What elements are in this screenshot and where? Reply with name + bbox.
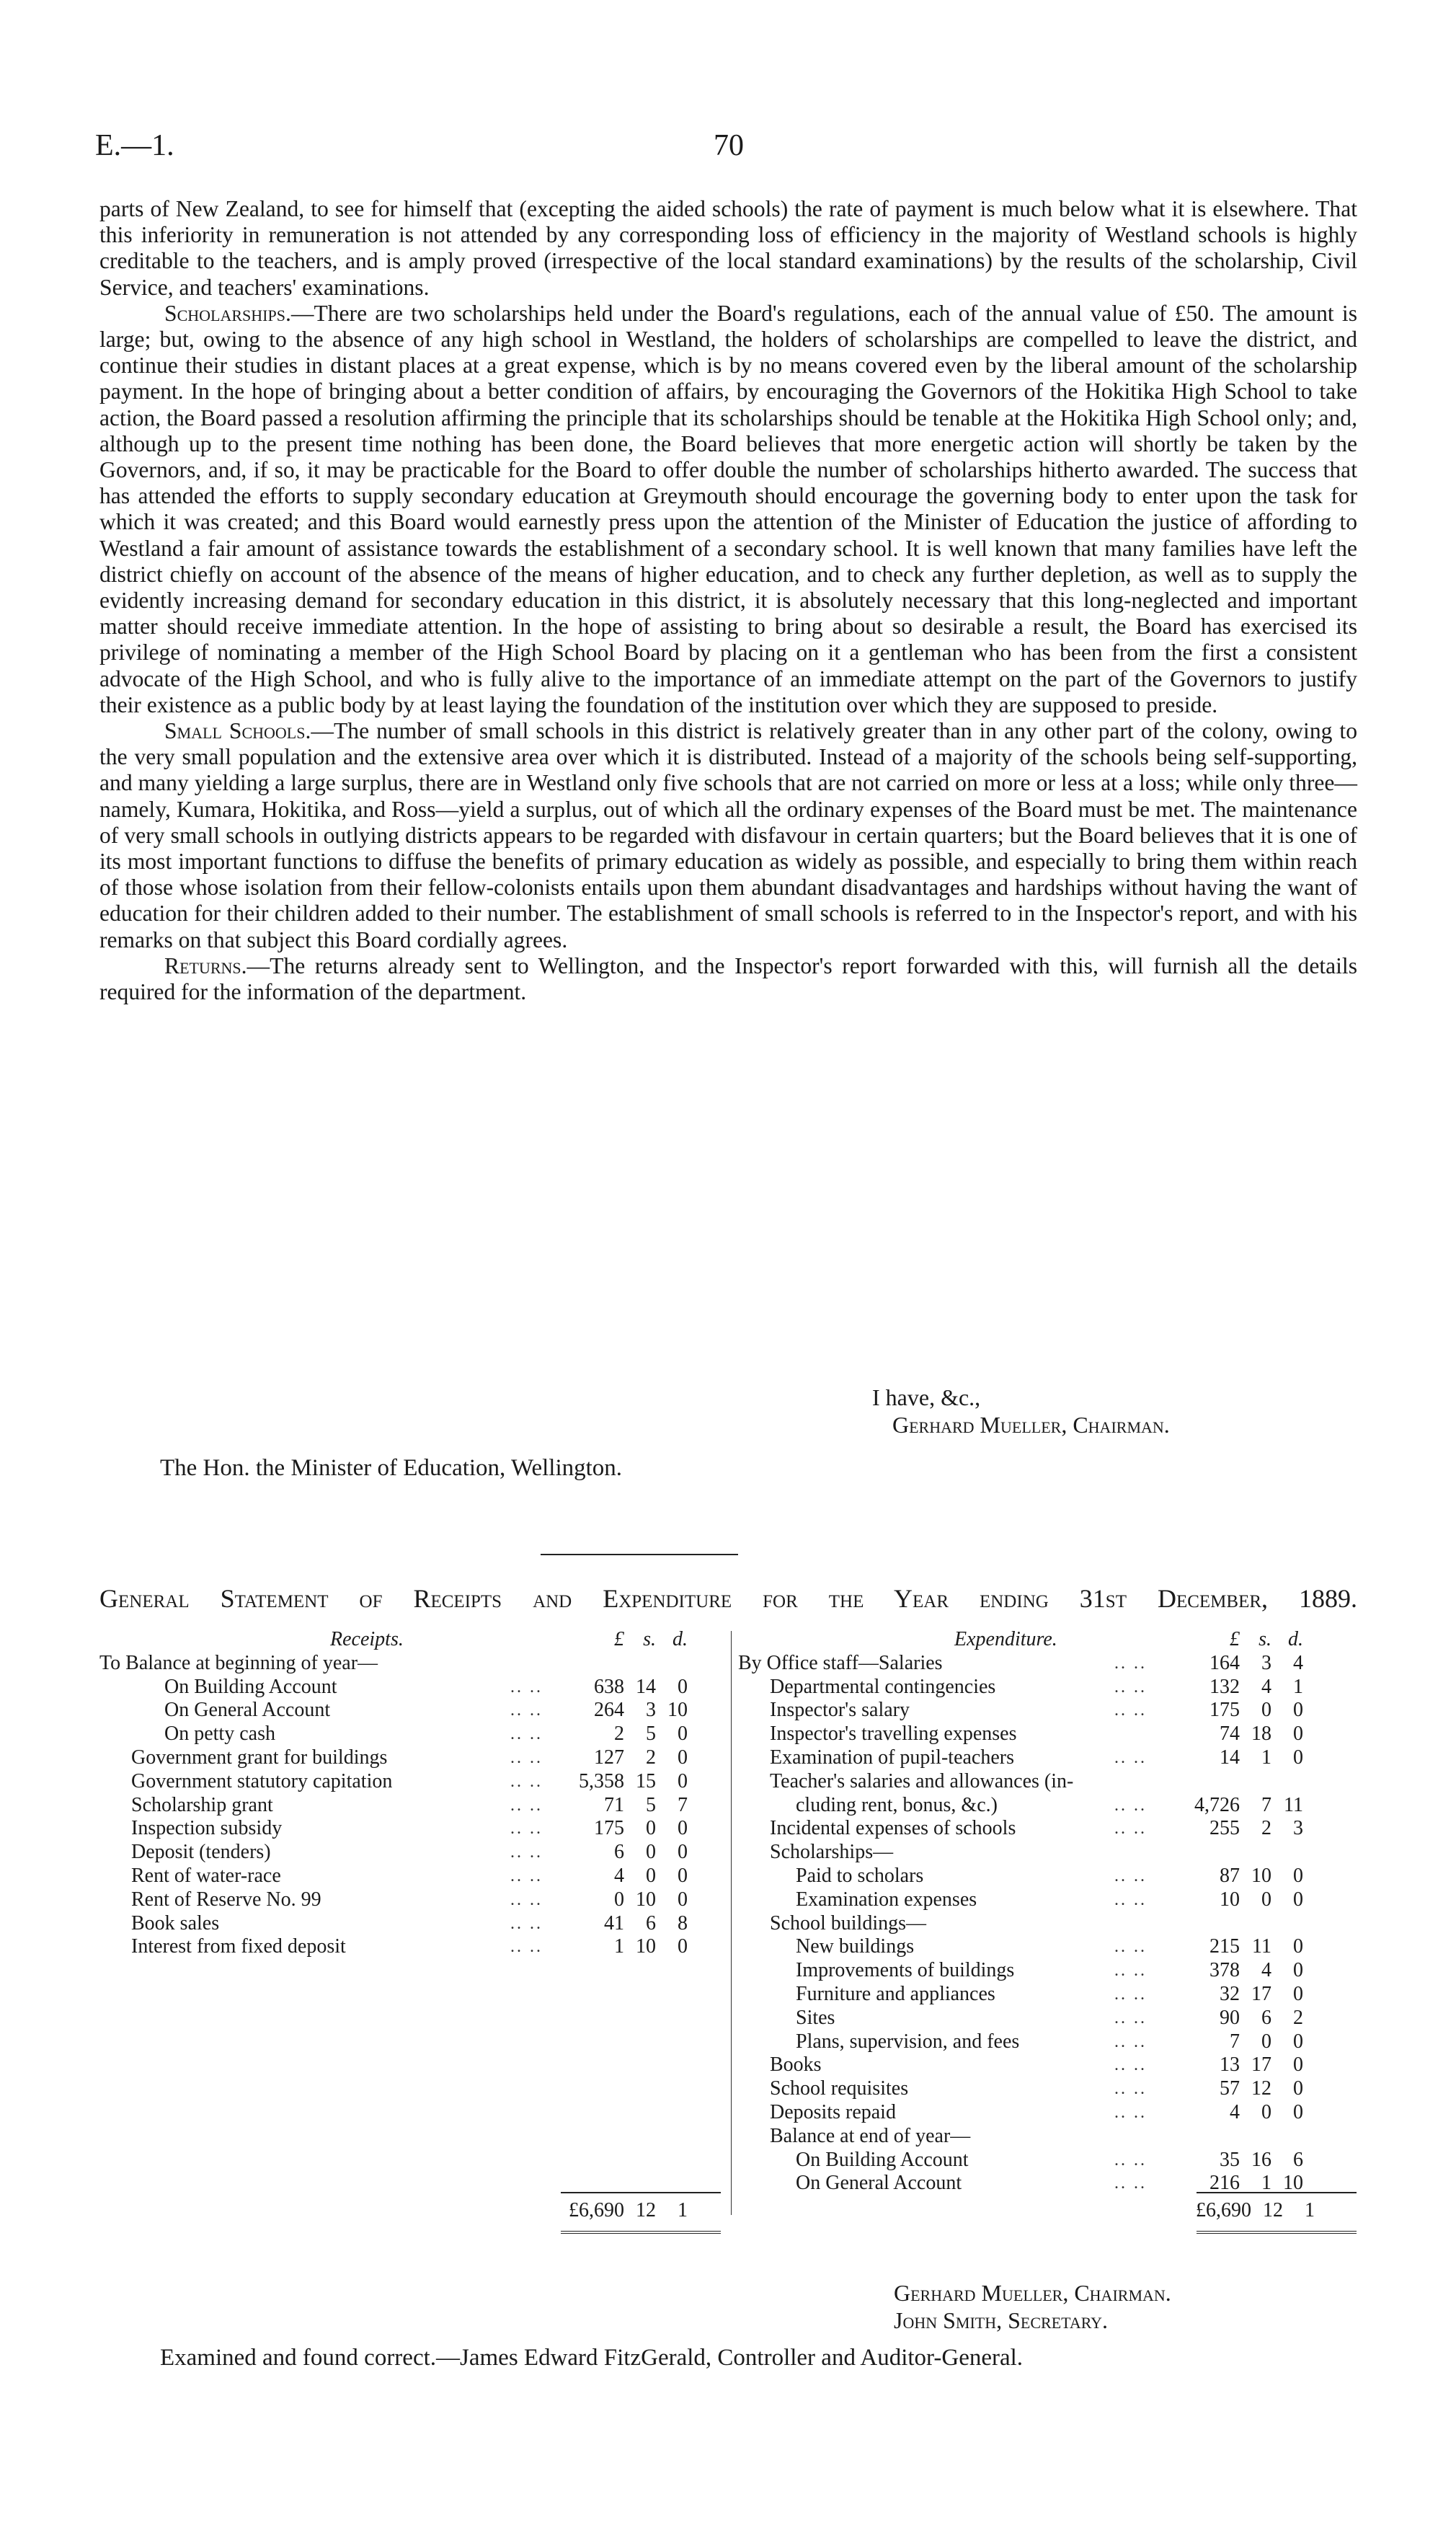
receipts-amount xyxy=(561,1817,688,1841)
receipts-shillings: 5 xyxy=(646,1793,656,1816)
expenditure-pounds: 4 xyxy=(1230,2100,1240,2123)
expenditure-label: Departmental contingencies xyxy=(770,1675,996,1698)
paragraph-returns xyxy=(99,953,1357,1005)
expenditure-amount xyxy=(1176,2007,1303,2030)
expenditure-currency-header xyxy=(1176,1628,1303,1652)
leader-dots: .. .. xyxy=(1114,1866,1147,1885)
expenditure-label: Balance at end of year— xyxy=(770,2124,971,2147)
leader-dots: .. .. xyxy=(1114,2056,1147,2075)
receipts-row xyxy=(99,1676,727,1699)
receipts-amount xyxy=(561,1676,688,1699)
receipts-amount xyxy=(561,1699,688,1723)
expenditure-label: By Office staff—Salaries xyxy=(738,1651,943,1674)
receipts-pence: 7 xyxy=(678,1793,688,1816)
page-number: 70 xyxy=(714,129,744,162)
small-schools-text: —The number of small schools in this district is relatively greater than in any other part of the colony, owing to the very small population and the extensive area over which it is distributed. Instead of a majority of the schools being self-supporting, and many yielding a large surplus, there are in Westland only five schools that are not carried on more or less at a loss; while only three—namely, Kumara, Hokitika, and Ross—yield a surplus, out of which all the ordinary expenses of the Board must be met. The maintenance of very small schools in outlying districts appears to be regarded with disfavour in certain quarters; but the Board believes that it is one of its most important functions to diffuse the benefits of primary education as widely as possible, and especially to bring them within reach of those whose isolation from their fellow-colonists entails upon them abundant disadvantages and hardships without having the want of education for their children added to their number. The establishment of small schools is referred to in the Inspector's report, and with his remarks on that subject this Board cordially agrees. xyxy=(99,718,1357,952)
expenditure-row xyxy=(738,1865,1365,1888)
receipts-pounds: 127 xyxy=(594,1746,624,1769)
expenditure-row xyxy=(738,1888,1365,1912)
expenditure-amount xyxy=(1176,2149,1303,2172)
expenditure-amount xyxy=(1176,2101,1303,2125)
shillings-header: s. xyxy=(1259,1628,1271,1650)
pounds-header: £ xyxy=(614,1628,624,1650)
statement-title: General Statement of Receipts and Expenditure for the Year ending 31st December, 1889. xyxy=(99,1584,1357,1613)
expenditure-shillings: 1 xyxy=(1261,1746,1271,1769)
expenditure-column xyxy=(738,1628,1365,2196)
small-schools-heading: Small Schools. xyxy=(164,718,311,744)
chairman-signature: Gerhard Mueller, Chairman. xyxy=(894,2280,1171,2306)
receipts-pence: 0 xyxy=(678,1723,688,1746)
leader-dots: .. .. xyxy=(1114,1961,1147,1981)
receipts-pence: 0 xyxy=(678,1935,688,1958)
leader-dots: .. .. xyxy=(1114,1984,1147,2004)
receipts-label: On Building Account xyxy=(164,1675,337,1698)
receipts-shillings: 0 xyxy=(646,1841,656,1864)
leader-dots: .. .. xyxy=(510,1914,543,1933)
receipts-pounds: 4 xyxy=(614,1864,624,1887)
receipts-amount xyxy=(561,1794,688,1818)
receipts-label: On petty cash xyxy=(164,1723,275,1746)
expenditure-label: Deposits repaid xyxy=(770,2100,896,2123)
expenditure-shillings: 0 xyxy=(1261,2100,1271,2123)
expenditure-shillings: 7 xyxy=(1261,1793,1271,1816)
expenditure-pence: 10 xyxy=(1283,2172,1303,2195)
expenditure-label: Books xyxy=(770,2053,822,2077)
leader-dots: .. .. xyxy=(1114,1701,1147,1720)
expenditure-row xyxy=(738,2077,1365,2101)
receipts-header-row xyxy=(99,1628,727,1652)
expenditure-label: Incidental expenses of schools xyxy=(770,1817,1016,1840)
expenditure-pence: 0 xyxy=(1293,1888,1303,1911)
expenditure-row xyxy=(738,1770,1365,1794)
receipts-pounds: 41 xyxy=(604,1911,624,1935)
expenditure-row xyxy=(738,2030,1365,2054)
expenditure-total-pence: 1 xyxy=(1305,2199,1315,2221)
receipts-pounds: 5,358 xyxy=(579,1769,624,1792)
receipts-label: Book sales xyxy=(131,1911,220,1935)
expenditure-pounds: 74 xyxy=(1220,1723,1240,1746)
expenditure-pence: 2 xyxy=(1293,2006,1303,2029)
receipts-pounds: 2 xyxy=(614,1723,624,1746)
expenditure-shillings: 1 xyxy=(1261,2172,1271,2195)
expenditure-pounds: 13 xyxy=(1220,2053,1240,2077)
pence-header: d. xyxy=(1288,1628,1303,1650)
expenditure-amount xyxy=(1176,2077,1303,2101)
expenditure-pence: 4 xyxy=(1293,1651,1303,1674)
receipts-label: Interest from fixed deposit xyxy=(131,1935,346,1958)
expenditure-amount xyxy=(1176,2053,1303,2077)
expenditure-pounds: 87 xyxy=(1220,1864,1240,1887)
expenditure-shillings: 17 xyxy=(1251,1982,1271,2005)
expenditure-shillings: 2 xyxy=(1261,1817,1271,1840)
secretary-signature: John Smith, Secretary. xyxy=(894,2307,1109,2333)
expenditure-pounds: 132 xyxy=(1209,1675,1240,1698)
receipts-total-pence: 1 xyxy=(678,2199,688,2221)
leader-dots: .. .. xyxy=(1114,2008,1147,2028)
leader-dots: .. .. xyxy=(1114,2174,1147,2193)
receipts-label: On General Account xyxy=(164,1699,331,1722)
expenditure-pence: 0 xyxy=(1293,1959,1303,1982)
receipts-label: Government statutory capitation xyxy=(131,1769,393,1792)
expenditure-label: New buildings xyxy=(796,1935,915,1958)
expenditure-pence: 0 xyxy=(1293,1723,1303,1746)
receipts-amount xyxy=(561,1865,688,1888)
expenditure-amount xyxy=(1176,1935,1303,1959)
expenditure-shillings: 4 xyxy=(1261,1959,1271,1982)
expenditure-header: Expenditure. xyxy=(954,1628,1057,1650)
receipts-amount xyxy=(561,1770,688,1794)
expenditure-row xyxy=(738,2053,1365,2077)
expenditure-row xyxy=(738,1699,1365,1723)
receipts-amount xyxy=(561,1888,688,1912)
expenditure-shillings: 10 xyxy=(1251,1864,1271,1887)
expenditure-row xyxy=(738,1983,1365,2007)
leader-dots: .. .. xyxy=(1114,1653,1147,1673)
receipts-shillings: 0 xyxy=(646,1817,656,1840)
expenditure-amount xyxy=(1176,1652,1303,1676)
receipts-total-shillings: 12 xyxy=(636,2199,656,2221)
receipts-shillings: 3 xyxy=(646,1699,656,1722)
letter-closing: I have, &c., xyxy=(872,1384,981,1410)
expenditure-label: Furniture and appliances xyxy=(796,1982,995,2005)
leader-dots: .. .. xyxy=(510,1772,543,1791)
receipts-pence: 0 xyxy=(678,1864,688,1887)
receipts-row xyxy=(99,1888,727,1912)
expenditure-label: On General Account xyxy=(796,2172,962,2195)
receipts-label: Deposit (tenders) xyxy=(131,1841,271,1864)
receipts-shillings: 6 xyxy=(646,1911,656,1935)
leader-dots: .. .. xyxy=(510,1843,543,1862)
expenditure-pounds: 7 xyxy=(1230,2030,1240,2053)
scholarships-text: —There are two scholarships held under the Board's regulations, each of the annual value of £50. The amount is large; but, owing to the absence of any high school in Westland, the holders of scholarships are compelled to leave the district, and continue their studies in distant places at a great expense, which is by no means covered even by the liberal amount of the scholarship payment. In the hope of bringing about a better condition of affairs, by encouraging the Governors of the Hokitika High School to take action, the Board passed a resolution affirming the principle that its scholarships should be tenable at the Hokitika High School only; and, although up to the present time nothing has been done, the Board believes that more energetic action will shortly be taken by the Governors, and, if so, it may be practicable for the Board to offer double the number of scholarships hitherto awarded. The success that has attended the efforts to supply secondary education at Greymouth should encourage the governing body to enter upon the task for which it was created; and this Board would earnestly press upon the attention of the Minister of Education the justice of affording to Westland a fair amount of assistance towards the establishment of a secondary school. It is well known that many families have left the district chiefly on account of the absence of the means of higher education, and to check any further depletion, as well as to supply the evidently increasing demand for secondary education in this district, it is absolutely necessary that this long-neglected and important matter should receive immediate attention. In the hope of assisting to bring about so desirable a result, the Board has exercised its privilege of nominating a member of the High School Board by placing on it a gentleman who has been from the first a consistent advocate of the High School, and who is fully alive to the importance of an immediate attempt on the part of the Governors to justify their existence as a public body by at least laying the foundation of the institution over which they are supposed to preside. xyxy=(99,300,1357,717)
receipts-label: Rent of water-race xyxy=(131,1864,281,1887)
expenditure-pounds: 175 xyxy=(1209,1699,1240,1722)
receipts-pounds: 71 xyxy=(604,1793,624,1816)
pence-header: d. xyxy=(672,1628,688,1650)
receipts-pence: 0 xyxy=(678,1888,688,1911)
expenditure-total-rule xyxy=(1197,2192,1357,2193)
receipts-pence: 8 xyxy=(678,1911,688,1935)
leader-dots: .. .. xyxy=(1114,2150,1147,2170)
leader-dots: .. .. xyxy=(1114,1890,1147,1909)
leader-dots: .. .. xyxy=(1114,2032,1147,2051)
expenditure-shillings: 6 xyxy=(1261,2006,1271,2029)
expenditure-row xyxy=(738,1676,1365,1699)
expenditure-label: Examination expenses xyxy=(796,1888,977,1911)
expenditure-shillings: 12 xyxy=(1251,2077,1271,2100)
receipts-row xyxy=(99,1817,727,1841)
expenditure-shillings: 0 xyxy=(1261,1699,1271,1722)
expenditure-row xyxy=(738,2101,1365,2125)
expenditure-pounds: 164 xyxy=(1209,1651,1240,1674)
expenditure-pence: 0 xyxy=(1293,1746,1303,1769)
expenditure-label: On Building Account xyxy=(796,2148,969,2171)
pounds-header: £ xyxy=(1230,1628,1240,1650)
receipts-shillings: 2 xyxy=(646,1746,656,1769)
document-code: E.—1. xyxy=(95,129,174,162)
expenditure-row xyxy=(738,1935,1365,1959)
expenditure-pounds: 10 xyxy=(1220,1888,1240,1911)
expenditure-pounds: 57 xyxy=(1220,2077,1240,2100)
receipts-label: Rent of Reserve No. 99 xyxy=(131,1888,321,1911)
expenditure-shillings: 3 xyxy=(1261,1651,1271,1674)
receipts-pounds: 264 xyxy=(594,1699,624,1722)
expenditure-shillings: 17 xyxy=(1251,2053,1271,2077)
receipts-pounds: 175 xyxy=(594,1817,624,1840)
receipts-row xyxy=(99,1652,727,1676)
receipts-row xyxy=(99,1841,727,1865)
letter-signer: Gerhard Mueller, Chairman. xyxy=(892,1412,1170,1438)
scholarships-heading: Scholarships. xyxy=(164,300,291,326)
expenditure-amount xyxy=(1176,1699,1303,1723)
receipts-shillings: 15 xyxy=(636,1769,656,1792)
expenditure-pence: 0 xyxy=(1293,2053,1303,2077)
expenditure-row xyxy=(738,1652,1365,1676)
leader-dots: .. .. xyxy=(510,1677,543,1697)
receipts-pence: 0 xyxy=(678,1841,688,1864)
leader-dots: .. .. xyxy=(1114,2079,1147,2099)
receipts-pence: 10 xyxy=(667,1699,688,1722)
expenditure-total-pounds: £6,690 xyxy=(1196,2199,1251,2221)
expenditure-row xyxy=(738,1959,1365,1983)
expenditure-pence: 0 xyxy=(1293,1935,1303,1958)
expenditure-pounds: 32 xyxy=(1220,1982,1240,2005)
expenditure-label: Examination of pupil-teachers xyxy=(770,1746,1014,1769)
leader-dots: .. .. xyxy=(1114,1819,1147,1839)
expenditure-amount xyxy=(1176,1723,1303,1746)
expenditure-amount xyxy=(1176,1746,1303,1770)
receipts-header: Receipts. xyxy=(330,1628,404,1650)
receipts-total xyxy=(561,2199,688,2222)
receipts-pence: 0 xyxy=(678,1675,688,1698)
receipts-shillings: 10 xyxy=(636,1888,656,1911)
receipts-pounds: 1 xyxy=(614,1935,624,1958)
expenditure-amount xyxy=(1176,1817,1303,1841)
receipts-pence: 0 xyxy=(678,1769,688,1792)
receipts-row xyxy=(99,1935,727,1959)
section-separator xyxy=(541,1554,738,1555)
receipts-pence: 0 xyxy=(678,1746,688,1769)
receipts-amount xyxy=(561,1746,688,1770)
leader-dots: .. .. xyxy=(1114,1937,1147,1957)
expenditure-pence: 6 xyxy=(1293,2148,1303,2171)
receipts-label: Government grant for buildings xyxy=(131,1746,388,1769)
expenditure-pence: 0 xyxy=(1293,1864,1303,1887)
expenditure-label: Plans, supervision, and fees xyxy=(796,2030,1020,2053)
expenditure-label: Inspector's salary xyxy=(770,1699,910,1722)
expenditure-label: cluding rent, bonus, &c.) xyxy=(796,1793,998,1816)
expenditure-pounds: 215 xyxy=(1209,1935,1240,1958)
receipts-pounds: 638 xyxy=(594,1675,624,1698)
leader-dots: .. .. xyxy=(510,1795,543,1815)
receipts-pounds: 6 xyxy=(614,1841,624,1864)
body-text xyxy=(99,196,1357,1005)
receipts-amount xyxy=(561,1841,688,1865)
returns-heading: Returns. xyxy=(164,952,247,978)
expenditure-pounds: 4,726 xyxy=(1194,1793,1240,1816)
expenditure-label: Scholarships— xyxy=(770,1841,894,1864)
receipts-label: To Balance at beginning of year— xyxy=(99,1651,378,1674)
audit-statement: Examined and found correct.—James Edward FitzGerald, Controller and Auditor-General. xyxy=(160,2345,1024,2371)
leader-dots: .. .. xyxy=(510,1819,543,1839)
expenditure-amount xyxy=(1176,1865,1303,1888)
expenditure-row xyxy=(738,2125,1365,2149)
expenditure-pence: 0 xyxy=(1293,2100,1303,2123)
leader-dots: .. .. xyxy=(510,1701,543,1720)
expenditure-row xyxy=(738,1794,1365,1818)
expenditure-pence: 0 xyxy=(1293,2077,1303,2100)
receipts-amount xyxy=(561,1912,688,1936)
receipts-amount xyxy=(561,1935,688,1959)
receipts-total-rule xyxy=(561,2192,721,2193)
expenditure-pounds: 35 xyxy=(1220,2148,1240,2171)
receipts-pounds: 0 xyxy=(614,1888,624,1911)
expenditure-total xyxy=(1188,2199,1315,2222)
receipts-row xyxy=(99,1912,727,1936)
expenditure-shillings: 11 xyxy=(1252,1935,1271,1958)
expenditure-total-shillings: 12 xyxy=(1263,2199,1283,2221)
expenditure-pence: 0 xyxy=(1293,1699,1303,1722)
receipts-row xyxy=(99,1699,727,1723)
expenditure-amount xyxy=(1176,1983,1303,2007)
expenditure-label: Paid to scholars xyxy=(796,1864,924,1887)
expenditure-amount xyxy=(1176,1676,1303,1699)
expenditure-pence: 1 xyxy=(1293,1675,1303,1698)
leader-dots: .. .. xyxy=(1114,1748,1147,1767)
receipts-currency-header xyxy=(561,1628,688,1652)
leader-dots: .. .. xyxy=(1114,2103,1147,2122)
receipts-amount xyxy=(561,1723,688,1746)
expenditure-row xyxy=(738,2007,1365,2030)
leader-dots: .. .. xyxy=(510,1866,543,1885)
leader-dots: .. .. xyxy=(510,1937,543,1957)
paragraph-small-schools xyxy=(99,718,1357,953)
expenditure-row xyxy=(738,1841,1365,1865)
expenditure-pounds: 14 xyxy=(1220,1746,1240,1769)
expenditure-shillings: 16 xyxy=(1251,2148,1271,2171)
expenditure-pence: 3 xyxy=(1293,1817,1303,1840)
expenditure-pounds: 216 xyxy=(1209,2172,1240,2195)
expenditure-amount xyxy=(1176,1888,1303,1912)
paragraph-continuation: parts of New Zealand, to see for himself that (excepting the aided schools) the rate of payment is much below what it is elsewhere. That this inferiority in remuneration is not attended by any corresponding loss of efficiency in the majority of Westland schools is highly creditable to the teachers, and is amply proved (irrespective of the local standard examinations) by the results of the scholarship, Civil Service, and teachers' examinations. xyxy=(99,196,1357,300)
expenditure-label: Improvements of buildings xyxy=(796,1959,1015,1982)
expenditure-pence: 0 xyxy=(1293,1982,1303,2005)
expenditure-row xyxy=(738,2149,1365,2172)
expenditure-pounds: 90 xyxy=(1220,2006,1240,2029)
shillings-header: s. xyxy=(643,1628,656,1650)
expenditure-label: School requisites xyxy=(770,2077,909,2100)
receipts-row xyxy=(99,1865,727,1888)
receipts-row xyxy=(99,1723,727,1746)
receipts-shillings: 10 xyxy=(636,1935,656,1958)
receipts-row xyxy=(99,1794,727,1818)
receipts-shillings: 14 xyxy=(636,1675,656,1698)
expenditure-row xyxy=(738,1723,1365,1746)
expenditure-header-row xyxy=(738,1628,1365,1652)
expenditure-row xyxy=(738,1817,1365,1841)
receipts-label: Scholarship grant xyxy=(131,1793,273,1816)
expenditure-amount xyxy=(1176,2030,1303,2054)
expenditure-row xyxy=(738,1746,1365,1770)
expenditure-pounds: 378 xyxy=(1209,1959,1240,1982)
receipts-shillings: 5 xyxy=(646,1723,656,1746)
letter-addressee: The Hon. the Minister of Education, Wellington. xyxy=(160,1455,623,1481)
receipts-total-pounds: £6,690 xyxy=(569,2199,624,2221)
returns-text: —The returns already sent to Wellington, and the Inspector's report forwarded with this, will furnish all the details required for the information of the department. xyxy=(99,952,1357,1005)
expenditure-shillings: 18 xyxy=(1251,1723,1271,1746)
receipts-row xyxy=(99,1746,727,1770)
leader-dots: .. .. xyxy=(510,1748,543,1767)
expenditure-label: School buildings— xyxy=(770,1911,927,1935)
leader-dots: .. .. xyxy=(510,1890,543,1909)
leader-dots: .. .. xyxy=(510,1725,543,1744)
expenditure-pounds: 255 xyxy=(1209,1817,1240,1840)
paragraph-scholarships xyxy=(99,301,1357,718)
expenditure-row xyxy=(738,1912,1365,1936)
leader-dots: .. .. xyxy=(1114,1795,1147,1815)
expenditure-amount xyxy=(1176,1794,1303,1818)
expenditure-shillings: 0 xyxy=(1261,1888,1271,1911)
expenditure-pence: 11 xyxy=(1284,1793,1303,1816)
expenditure-shillings: 4 xyxy=(1261,1675,1271,1698)
receipts-row xyxy=(99,1770,727,1794)
expenditure-label: Inspector's travelling expenses xyxy=(770,1723,1017,1746)
receipts-label: Inspection subsidy xyxy=(131,1817,283,1840)
expenditure-label: Teacher's salaries and allowances (in- xyxy=(770,1769,1074,1792)
column-divider xyxy=(731,1631,732,2215)
expenditure-amount xyxy=(1176,1959,1303,1983)
expenditure-total-double-rule xyxy=(1197,2231,1357,2234)
receipts-column xyxy=(99,1628,727,1959)
receipts-total-double-rule xyxy=(561,2231,721,2234)
expenditure-label: Sites xyxy=(796,2006,835,2029)
expenditure-pence: 0 xyxy=(1293,2030,1303,2053)
leader-dots: .. .. xyxy=(1114,1677,1147,1697)
expenditure-shillings: 0 xyxy=(1261,2030,1271,2053)
receipts-pence: 0 xyxy=(678,1817,688,1840)
receipts-shillings: 0 xyxy=(646,1864,656,1887)
